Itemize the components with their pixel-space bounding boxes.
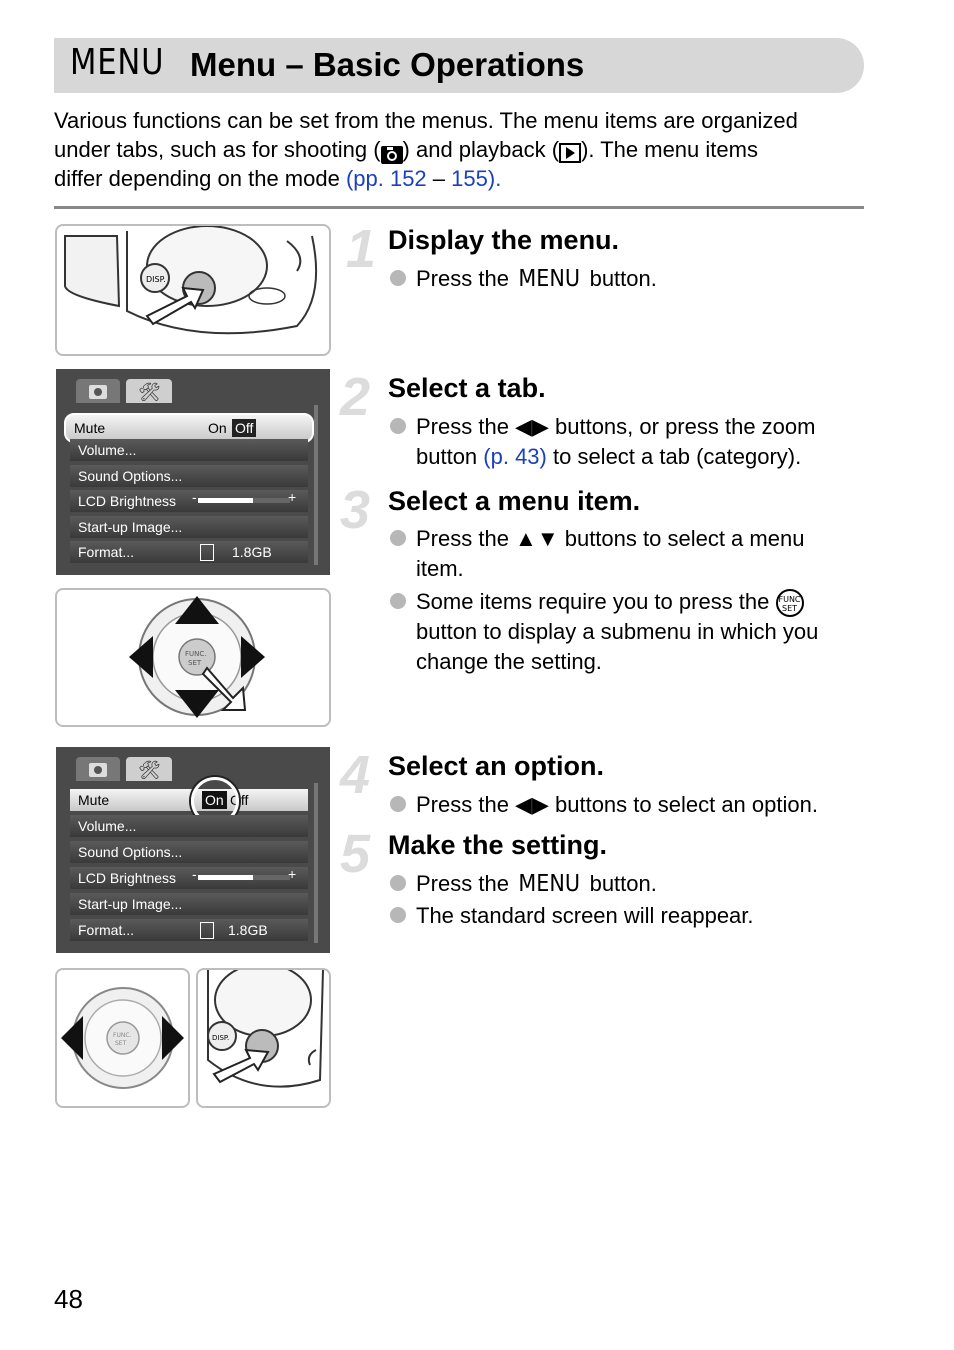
step-heading-3: Select a menu item.	[388, 486, 641, 516]
bullet-dot	[390, 875, 406, 891]
menu-screen-2	[56, 747, 330, 953]
step5-b2-pre: The standard screen will reappear.	[416, 903, 754, 928]
step3-bullet-2	[390, 587, 870, 677]
camera-icon	[381, 142, 403, 160]
svg-text:🛠: 🛠	[138, 382, 161, 403]
intro-line-2a: under tabs, such as for shooting (	[54, 137, 381, 162]
format-size-2: 1.8GB	[228, 922, 268, 938]
mute-on-option[interactable]: On	[208, 420, 227, 436]
step3-b2-l1a: Some items require you to press the	[416, 589, 776, 614]
step2-b1-l2b: to select a tab (category).	[546, 444, 802, 469]
playback-icon	[559, 141, 581, 161]
lcd-minus: -	[192, 489, 197, 505]
step5-bullet-2	[390, 901, 754, 931]
menu-row-volume[interactable]	[70, 439, 308, 461]
menu-item-startup-image-2: Start-up Image...	[78, 896, 183, 912]
step-heading-4: Select an option.	[388, 751, 605, 781]
menu-glyph-title: MENU	[70, 42, 165, 83]
tab-shooting[interactable]	[76, 379, 120, 403]
step4-bullet-1	[390, 790, 818, 820]
step2-b1-l1b: buttons, or press the zoom	[548, 414, 816, 439]
bullet-dot	[390, 796, 406, 812]
menu-item-lcd-brightness-2: LCD Brightness	[78, 870, 177, 886]
bullet-dot	[390, 907, 406, 923]
link-155[interactable]: 155)	[451, 166, 496, 191]
step3-b2-l2: button to display a submenu in which you	[416, 619, 819, 645]
lcd-plus: +	[288, 489, 297, 505]
menu-glyph: MENU	[518, 266, 581, 292]
link-pp-152[interactable]: (pp. 152	[345, 166, 427, 191]
tab-settings[interactable]	[126, 379, 172, 403]
menu-row-lcd-brightness-2[interactable]	[70, 867, 308, 889]
step2-b1-l2a: button	[416, 444, 484, 469]
svg-text:🛠: 🛠	[138, 760, 161, 781]
menu-item-sound-options: Sound Options...	[78, 468, 183, 484]
menu-item-startup-image: Start-up Image...	[78, 519, 183, 535]
intro-line-3a: differ depending on the mode	[54, 166, 346, 191]
dial-center-bottom: SET	[188, 659, 202, 667]
menu-row-lcd-brightness[interactable]	[70, 490, 308, 512]
menu-row-sound-options[interactable]	[70, 465, 308, 487]
left-right-arrows-icon: ◀▶	[515, 414, 549, 439]
dial-center-top: FUNC.	[185, 650, 207, 658]
link-p-43[interactable]: (p. 43)	[483, 444, 547, 469]
step5-b1-post: button.	[583, 871, 657, 896]
menu-row-startup-image[interactable]	[70, 516, 308, 538]
step-number-3: 3	[340, 480, 371, 540]
step1-b1-post: button.	[583, 266, 657, 291]
step2-b1-l1: Press the	[416, 414, 516, 439]
mute-on-option-2[interactable]: On	[202, 791, 227, 809]
sd-card-icon	[200, 544, 214, 561]
page-title: Menu – Basic Operations	[190, 46, 585, 83]
step-number-5: 5	[340, 824, 371, 884]
menu-item-volume: Volume...	[78, 442, 137, 458]
func-set-icon: FUNC SET	[776, 589, 804, 617]
step4-b1-pre: Press the	[416, 792, 516, 817]
mute-off-option-2[interactable]: Off	[230, 792, 249, 808]
illustration-press-menu-2	[196, 968, 331, 1108]
illustration-dial-updown	[55, 588, 331, 727]
step1-b1-pre: Press the	[416, 266, 516, 291]
scrollbar[interactable]	[314, 405, 318, 565]
bullet-dot	[390, 418, 406, 434]
tab-settings-2[interactable]	[126, 757, 172, 781]
disp-label: DISP.	[146, 275, 166, 284]
illustration-press-menu	[55, 224, 331, 356]
bullet-dot	[390, 270, 406, 286]
menu-item-sound-options-2: Sound Options...	[78, 844, 183, 860]
arrow-right-icon-2	[162, 1016, 184, 1060]
intro-period: .	[495, 166, 502, 191]
menu-item-lcd-brightness: LCD Brightness	[78, 493, 177, 509]
menu-item-volume-2: Volume...	[78, 818, 137, 834]
menu-screen-1	[56, 369, 330, 575]
lcd-minus-2: -	[192, 866, 197, 882]
intro-dash: –	[426, 166, 452, 191]
up-down-arrows-icon: ▲▼	[515, 526, 559, 551]
intro-line-2b: ) and playback (	[402, 137, 560, 162]
step4-b1-post: buttons to select an option.	[548, 792, 818, 817]
step-number-4: 4	[340, 745, 371, 805]
intro-line-1: Various functions can be set from the menus. The menu items are organized	[54, 108, 798, 133]
step5-b1-pre: Press the	[416, 871, 516, 896]
menu-row-sound-options-2[interactable]	[70, 841, 308, 863]
intro-paragraph	[54, 106, 874, 193]
format-size: 1.8GB	[232, 544, 272, 560]
step1-bullet-1	[390, 264, 657, 294]
step3-b1-l1a: Press the	[416, 526, 516, 551]
page-number: 48	[54, 1284, 83, 1314]
menu-glyph-2: MENU	[518, 871, 581, 897]
step-heading-2: Select a tab.	[388, 373, 546, 403]
illustration-dial-leftright	[55, 968, 190, 1108]
dial2-center-top: FUNC.	[113, 1032, 132, 1039]
scrollbar-2[interactable]	[314, 783, 318, 943]
mute-off-option[interactable]: Off	[232, 419, 256, 437]
step3-bullet-1	[390, 524, 870, 584]
step3-b1-l2: item.	[416, 556, 464, 581]
step2-bullet-1	[390, 412, 870, 472]
left-right-arrows-icon-2: ◀▶	[515, 792, 549, 817]
menu-item-mute-2: Mute	[78, 792, 110, 808]
step-heading-5: Make the setting.	[388, 830, 608, 860]
menu-row-startup-image-2[interactable]	[70, 893, 308, 915]
menu-item-mute: Mute	[74, 420, 106, 436]
lcd-brightness-bar-2[interactable]	[198, 875, 290, 880]
tab-shooting-2[interactable]	[76, 757, 120, 781]
menu-item-format: Format...	[78, 544, 135, 560]
menu-row-mute-2[interactable]	[70, 789, 308, 811]
section-divider	[54, 206, 864, 209]
arrow-left-icon-2	[61, 1016, 83, 1060]
menu-item-format-2: Format...	[78, 922, 135, 938]
menu-row-volume-2[interactable]	[70, 815, 308, 837]
intro-line-2c: ). The menu items	[581, 137, 758, 162]
bullet-dot	[390, 593, 406, 609]
sd-card-icon-2	[200, 922, 214, 939]
disp-label-2: DISP.	[212, 1034, 230, 1042]
menu-row-format[interactable]	[70, 541, 308, 563]
step-number-1: 1	[346, 219, 377, 279]
lcd-plus-2: +	[288, 866, 297, 882]
step-heading-1: Display the menu.	[388, 225, 620, 255]
lcd-brightness-bar[interactable]	[198, 498, 290, 503]
dial2-center-bottom: SET	[115, 1040, 127, 1047]
step3-b1-l1b: buttons to select a menu	[558, 526, 805, 551]
step-number-2: 2	[340, 367, 371, 427]
bullet-dot	[390, 530, 406, 546]
menu-row-format-2[interactable]	[70, 919, 308, 941]
step5-bullet-1	[390, 869, 657, 899]
step3-b2-l3: change the setting.	[416, 649, 602, 675]
